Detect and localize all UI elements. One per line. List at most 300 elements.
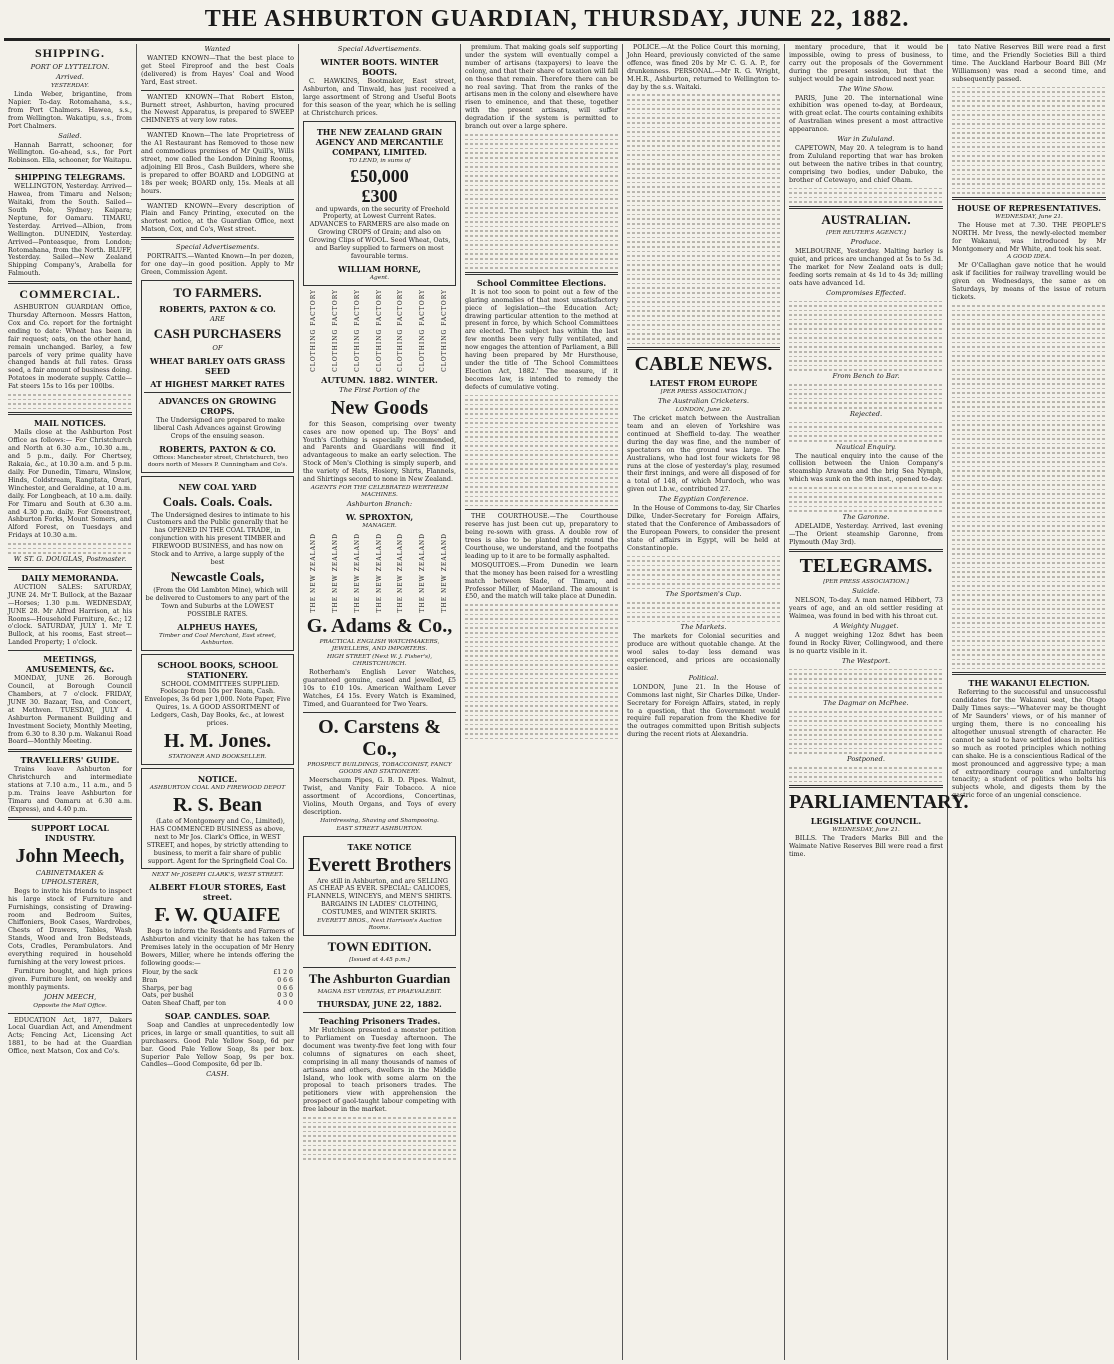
text-filler xyxy=(627,182,780,184)
text-filler xyxy=(627,241,780,243)
paper-nameplate: The Ashburton Guardian xyxy=(308,971,451,987)
mosquitoes-text: MOSQUITOES.—From Dunedin we learn that the money has been raised for a wrestling match between Slade, of Timaru, and Professor Miller, of Maoriland. The amount is £50, and the match will take place at Dunedin. xyxy=(465,560,618,601)
text-filler xyxy=(952,659,1106,661)
text-filler xyxy=(465,486,618,488)
item-name: Oaten Sheaf Chaff, per ton xyxy=(142,1000,226,1008)
school-elections-text: It is not too soon to point out a few of the glaring anomalies of that most unsatisfactory piece of legislation—the Education Act; drawing particular attention to the method at present in force, by which School Committees are elected. The subject has within the last few months been very fully ventilated, and now engages the attention of Parliament, a Bill having been prepared by Mr Hursthouse, under the title of 'The School Committees Election Act, 1882.' The measure, if it becomes law, is intended to remedy the defects of cumulative voting. xyxy=(465,287,618,391)
text-filler xyxy=(465,715,618,717)
text-filler xyxy=(789,687,943,689)
text-filler xyxy=(465,212,618,214)
clothing-factory-label: CLOTHING FACTORY xyxy=(397,288,405,372)
reuter-note: [PER REUTER'S AGENCY.] xyxy=(826,229,906,236)
text-filler xyxy=(627,612,780,614)
yesterday-label: YESTERDAY. xyxy=(50,83,89,89)
text-filler xyxy=(627,196,780,198)
text-filler xyxy=(952,151,1106,153)
text-filler xyxy=(627,574,780,576)
egypt-text: In the House of Commons to-day, Sir Charles Dilke, Under-Secretary for Foreign Affairs, stated that the Conference of Ambassadors of the European Powers, to consider the present state of affairs in Egypt, will be held at Constantinople. xyxy=(627,504,780,552)
text-filler xyxy=(627,99,780,101)
special-ads-heading: Special Advertisements. xyxy=(175,243,260,252)
text-filler xyxy=(952,613,1106,615)
text-filler xyxy=(952,521,1106,523)
sailed-text: Hannah Barratt, schooner, for Wellington. Go-ahead, s.s., for Port Robinson. Ella, schooner, for Waitapu. xyxy=(8,140,132,165)
text-filler xyxy=(789,310,943,312)
text-filler xyxy=(627,113,780,115)
text-filler xyxy=(627,232,780,234)
text-filler xyxy=(789,319,943,321)
text-filler xyxy=(952,576,1106,578)
text-filler xyxy=(789,422,943,424)
divider xyxy=(141,199,294,200)
text-filler xyxy=(789,360,943,362)
text-filler xyxy=(952,378,1106,380)
new-zealand-label: THE NEW ZEALAND xyxy=(441,532,449,613)
nugget-text: A nugget weighing 12oz 8dwt has been found in Rocky River, Collingwood, and there is no quartz visible in it. xyxy=(789,631,943,655)
house-text: The House met at 7.30. THE PEOPLE'S NORTH. Mr Ivess, the newly-elected member for Wakanui, was introduced by Mr Montgomery and Mr White, and took his seat. xyxy=(952,220,1106,253)
item-price: 0 6 6 xyxy=(277,984,293,992)
text-filler xyxy=(465,477,618,479)
text-filler xyxy=(465,235,618,237)
text-filler xyxy=(789,389,943,391)
soap-text: Soap and Candles at unprecedentedly low prices, in large or small quantities, to suit all purchasers. Good Pale Yellow Soap, 6d per bar. Good Pale Yellow Soap, 8s per box. Superior Pale Yellow Soap, 9s per box. Candles—Good Composite, 6d per lb. xyxy=(141,1020,294,1069)
text-filler xyxy=(952,484,1106,486)
text-filler xyxy=(952,461,1106,463)
school-books-heading: SCHOOL BOOKS, SCHOOL STATIONERY. xyxy=(157,659,278,680)
text-filler xyxy=(627,94,780,96)
council-continued-text: tato Native Reserves Bill were read a first time, and the Friendly Societies Bill a third time. The Auckland Harbour Board Bill (Mr Williamson) was read a second time, and subsequently passed. xyxy=(952,43,1106,83)
text-filler xyxy=(952,383,1106,385)
text-filler xyxy=(789,440,943,442)
adams-text: Rotherham's English Lever Watches, guaranteed genuine, cased and jewelled, £5 10s to £10 10s. American Waltham Lever Watches, £4 15s. Every Watch is Examined, Timed, and Guaranteed for Two Years. xyxy=(303,668,456,709)
text-filler xyxy=(303,1126,456,1128)
text-filler xyxy=(627,269,780,271)
text-filler xyxy=(789,369,943,371)
text-filler xyxy=(627,329,780,331)
text-filler xyxy=(465,454,618,456)
text-filler xyxy=(789,426,943,428)
issue-date: THURSDAY, JUNE 22, 1882. xyxy=(317,999,442,1010)
text-filler xyxy=(789,711,943,713)
everett-name: Everett Brothers xyxy=(307,853,452,876)
text-filler xyxy=(465,404,618,406)
text-filler xyxy=(789,342,943,344)
text-filler xyxy=(465,152,618,154)
text-filler xyxy=(952,539,1106,541)
port-heading: PORT OF LYTTELTON. xyxy=(30,63,110,71)
new-zealand-strip xyxy=(303,533,456,613)
text-filler xyxy=(952,333,1106,335)
coal-yard-heading: NEW COAL YARD xyxy=(178,481,257,492)
text-filler xyxy=(465,627,618,629)
price-row xyxy=(141,985,294,993)
text-filler xyxy=(952,105,1106,107)
text-filler xyxy=(627,278,780,280)
text-filler xyxy=(952,645,1106,647)
loan-amount-2: £300 xyxy=(361,185,398,206)
text-filler xyxy=(465,738,618,740)
daily-memoranda-heading: DAILY MEMORANDA. xyxy=(21,572,119,583)
divider xyxy=(141,237,294,240)
are-label: ARE xyxy=(210,314,225,323)
text-filler xyxy=(789,197,943,199)
cricket-text: The cricket match between the Australian team and an eleven of Yorkshire was continued at Sheffield to-day. The weather during the day was fine, and the number of spectators on the ground was large. The Australians, who had lost four wickets for 98 runs at the close of yesterday's play, resumed their first innings, and were all disposed of for a total of 148, of which Murdoch, who was given out l.b.w., contributed 27. xyxy=(627,414,780,494)
text-filler xyxy=(952,654,1106,656)
text-filler xyxy=(8,399,132,401)
text-filler xyxy=(952,360,1106,362)
text-filler xyxy=(952,123,1106,125)
text-filler xyxy=(627,588,780,590)
cricket-dateline: LONDON, June 20. xyxy=(675,407,732,414)
divider xyxy=(465,509,618,510)
text-filler xyxy=(465,609,618,611)
text-filler xyxy=(952,434,1106,436)
text-filler xyxy=(627,283,780,285)
text-filler xyxy=(8,394,132,396)
text-filler xyxy=(627,145,780,147)
special-ads-heading: Special Advertisements. xyxy=(337,45,422,53)
teaching-prisoners-heading: Teaching Prisoners Trades. xyxy=(318,1016,441,1027)
text-filler xyxy=(952,475,1106,477)
text-filler xyxy=(465,267,618,269)
text-filler xyxy=(952,160,1106,162)
clothing-factory-label: CLOTHING FACTORY xyxy=(375,288,383,372)
text-filler xyxy=(465,185,618,187)
compromises-heading: Compromises Effected. xyxy=(825,288,907,297)
column-5 xyxy=(623,44,785,1360)
text-filler xyxy=(627,310,780,312)
text-filler xyxy=(952,571,1106,573)
carstens-note: Hairdressing, Shaving and Shampooing. xyxy=(320,817,439,824)
masthead xyxy=(0,0,1114,38)
text-filler xyxy=(627,274,780,276)
text-filler xyxy=(465,230,618,232)
text-filler xyxy=(789,743,943,745)
text-filler xyxy=(465,641,618,643)
text-filler xyxy=(627,191,780,193)
soap-heading: SOAP. CANDLES. SOAP. xyxy=(164,1010,271,1021)
text-filler xyxy=(789,384,943,386)
coal-text: The Undersigned desires to intimate to his Customers and the Public generally that he has OPENED IN THE COAL TRADE, in conjunction with his present TIMBER and FIREWOOD BUSINESS, and has now on Stock and to Arrive, a large supply of the best xyxy=(146,510,290,566)
house-heading: HOUSE OF REPRESENTATIVES. xyxy=(957,202,1101,213)
loan-amount-1: £50,000 xyxy=(350,165,409,186)
divider xyxy=(465,272,618,275)
divider xyxy=(627,347,780,350)
roberts-paxton-ad xyxy=(141,280,294,473)
clothing-factory-strip xyxy=(303,289,456,372)
meech-note: Furniture bought, and high prices given. Furniture lent, on weekly and monthly payments. xyxy=(8,966,132,991)
cash-label: CASH. xyxy=(206,1070,229,1079)
winter-boots-heading: WINTER BOOTS. WINTER BOOTS. xyxy=(320,57,439,77)
wanted-ad-chimney: WANTED KNOWN—That Robert Elston, Burnett street, Ashburton, having procured the Newest Apparatus, is prepared to SWEEP CHIMNEYS at very low rates. xyxy=(141,92,294,125)
newcastle-coals: Newcastle Coals, xyxy=(170,568,265,584)
text-filler xyxy=(952,548,1106,550)
item-price: 0 6 6 xyxy=(277,976,293,984)
text-filler xyxy=(789,716,943,718)
text-filler xyxy=(952,535,1106,537)
text-filler xyxy=(627,287,780,289)
nautical-enquiry-heading: Nautical Enquiry. xyxy=(835,442,897,451)
text-filler xyxy=(952,369,1106,371)
text-filler xyxy=(789,510,943,512)
text-filler xyxy=(627,117,780,119)
shipping-telegrams-text: WELLINGTON, Yesterday. Arrived—Hawea, from Timaru and Nelson; Waitaki, from the South. Sailed—South Pole, Sydney; Kaipara; Neptune, for Oamaru. TIMARU, Yesterday. Arrived—Albion, from Wellington. DUNEDIN, Yesterday. Arrived—Ponteasque, from London; Rotomahana, from the North. BLUFF, Yesterday. Sailed—New Zealand Shipping Company's, Arabella for Falmouth. xyxy=(8,182,132,278)
text-filler xyxy=(952,110,1106,112)
telegrams-note: [PER PRESS ASSOCIATION.] xyxy=(823,579,909,586)
text-filler xyxy=(465,134,618,136)
carstens-trade: PROSPECT BUILDINGS, TOBACCONIST, FANCY GOODS AND STATIONERY. xyxy=(307,762,452,775)
clothing-factory-label: CLOTHING FACTORY xyxy=(441,288,449,372)
text-filler xyxy=(465,450,618,452)
column-3 xyxy=(299,44,461,1360)
text-filler xyxy=(465,157,618,159)
text-filler xyxy=(952,397,1106,399)
text-filler xyxy=(952,498,1106,500)
clothing-factory-label: CLOTHING FACTORY xyxy=(331,288,339,372)
nugget-heading: A Weighty Nugget. xyxy=(833,622,899,631)
divider xyxy=(789,785,943,788)
text-filler xyxy=(627,205,780,207)
shipping-telegrams-heading: SHIPPING TELEGRAMS. xyxy=(14,172,126,183)
text-filler xyxy=(952,188,1106,190)
text-filler xyxy=(952,174,1106,176)
text-filler xyxy=(952,406,1106,408)
divider xyxy=(303,1012,456,1013)
text-filler xyxy=(789,431,943,433)
bean-ad xyxy=(141,768,294,869)
text-filler xyxy=(789,729,943,731)
carstens-name: O. Carstens & Co., xyxy=(318,716,441,760)
text-filler xyxy=(952,119,1106,121)
farmers-heading: TO FARMERS. xyxy=(173,284,262,300)
text-filler xyxy=(465,226,618,228)
depot-name: ASHBURTON COAL AND FIREWOOD DEPOT xyxy=(149,784,286,791)
coal-yard-ad xyxy=(141,476,294,651)
text-filler xyxy=(952,553,1106,555)
meech-trade: CABINETMAKER & UPHOLSTERER, xyxy=(35,868,105,886)
text-filler xyxy=(789,402,943,404)
text-filler xyxy=(627,246,780,248)
meetings-heading: MEETINGS, AMUSEMENTS, &c. xyxy=(25,654,115,675)
text-filler xyxy=(952,128,1106,130)
price-row xyxy=(141,969,294,977)
text-filler xyxy=(465,692,618,694)
text-filler xyxy=(789,725,943,727)
text-filler xyxy=(627,214,780,216)
text-filler xyxy=(627,136,780,138)
text-filler xyxy=(465,171,618,173)
text-filler xyxy=(465,418,618,420)
columns xyxy=(4,44,1110,1360)
text-filler xyxy=(465,263,618,265)
text-filler xyxy=(303,1158,456,1160)
text-filler xyxy=(789,683,943,685)
text-filler xyxy=(627,579,780,581)
text-filler xyxy=(952,96,1106,98)
text-filler xyxy=(465,473,618,475)
text-filler xyxy=(789,496,943,498)
wanted-ad-restaurant: WANTED Known—The late Proprietress of the A1 Restaurant has Removed to those new and commodious premises of Mr Quill's, Wills street, now called the London Dining Rooms, adjoining Ell Bros., Cash Builders, where she is prepared to offer BOARD and LODGING at 18s per week; BOARD only, 15s. Meals at all hours. xyxy=(141,131,294,195)
text-filler xyxy=(952,608,1106,610)
text-filler xyxy=(789,393,943,395)
egypt-heading: The Egyptian Conference. xyxy=(658,495,749,504)
text-filler xyxy=(627,556,780,558)
text-filler xyxy=(952,165,1106,167)
text-filler xyxy=(952,604,1106,606)
text-filler xyxy=(952,155,1106,157)
branch-label: Ashburton Branch: xyxy=(346,499,413,508)
grain-agency-ad xyxy=(303,121,456,286)
text-filler xyxy=(627,228,780,230)
text-filler xyxy=(952,525,1106,527)
jones-trade: STATIONER AND BOOKSELLER. xyxy=(168,753,267,760)
text-filler xyxy=(627,320,780,322)
text-filler xyxy=(952,512,1106,514)
text-filler xyxy=(465,505,618,507)
town-edition: TOWN EDITION. xyxy=(327,939,432,955)
take-notice: TAKE NOTICE xyxy=(347,841,412,852)
text-filler xyxy=(952,374,1106,376)
text-filler xyxy=(789,492,943,494)
divider xyxy=(8,749,132,752)
text-filler xyxy=(465,445,618,447)
school-elections-heading: School Committee Elections. xyxy=(476,277,607,288)
text-filler xyxy=(465,500,618,502)
text-filler xyxy=(465,655,618,657)
column-4 xyxy=(461,44,623,1360)
house-date: WEDNESDAY, June 21. xyxy=(995,213,1063,220)
suicide-heading: Suicide. xyxy=(852,587,880,596)
text-filler xyxy=(627,264,780,266)
text-filler xyxy=(952,146,1106,148)
text-filler xyxy=(952,489,1106,491)
divider xyxy=(789,549,943,552)
text-filler xyxy=(465,441,618,443)
text-filler xyxy=(465,463,618,465)
hawkins-text: C. HAWKINS, Bootmaker, East street, Ashburton, and Tinwald, has just received a large assortment of Strong and Useful Boots for this season of the year, which he is selling at Christchurch prices. xyxy=(303,77,456,117)
text-filler xyxy=(8,552,132,554)
text-filler xyxy=(627,168,780,170)
political-text: LONDON, June 21. In the House of Commons last night, Sir Charles Dilke, Under-Secretary for Foreign Affairs, stated, in reply to a question, that the Government would require full reparation from the Khedive for the outrages committed upon British subjects during the recent riots at Alexandria. xyxy=(627,682,780,739)
column-6 xyxy=(785,43,969,1360)
text-filler xyxy=(303,1145,456,1147)
text-filler xyxy=(952,594,1106,596)
text-filler xyxy=(952,314,1106,316)
divider xyxy=(8,281,132,284)
text-filler xyxy=(465,198,618,200)
text-filler xyxy=(465,258,618,260)
zululand-heading: War in Zululand. xyxy=(837,135,895,144)
text-filler xyxy=(627,177,780,179)
text-filler xyxy=(952,351,1106,353)
sportsmen-cup-heading: The Sportsmen's Cup. xyxy=(665,590,742,599)
shipping-heading: SHIPPING. xyxy=(34,46,105,60)
text-filler xyxy=(952,585,1106,587)
masthead-rule xyxy=(4,38,1110,41)
text-filler xyxy=(952,114,1106,116)
text-filler xyxy=(952,137,1106,139)
text-filler xyxy=(465,696,618,698)
text-filler xyxy=(952,178,1106,180)
text-filler xyxy=(465,491,618,493)
courthouse-text: THE COURTHOUSE.—The Courthouse reserve has just been cut up, preparatory to being re-sown with grass. A double row of trees is also to be planted right round the Courthouse, we understand, and the footpaths leading up to it are to be formally asphalted. xyxy=(465,512,618,560)
wine-show-text: PARIS, June 20. The international wine exhibition was opened to-day, at Bordeaux, with great eclat. The courts containing exhibits of Australian wines present a most attractive appearance. xyxy=(789,93,943,134)
mail-notices-text: Mails close at the Ashburton Post Office as follows:— For Christchurch and North at 6.30 a.m., 10.30 a.m., and 5 p.m., daily. For Chertsey, Rakaia, &c., at 10.30 a.m. and 5 p.m. daily. For Dunedin, Timaru, Winslow, Hinds, Coldstream, Rangitata, Orari, Winchester, and Geraldine, at 10 a.m. daily. For Longbeach, at 10 a.m. daily. For Timaru and South at 6.30 a.m. and 4.30 p.m. daily. For Greenstreet, Ashburton Forks, Mount Somers, and Alford Forest, on Tuesdays and Fridays at 10.30 a.m. xyxy=(8,428,132,540)
text-filler xyxy=(465,650,618,652)
text-filler xyxy=(465,632,618,634)
text-filler xyxy=(465,180,618,182)
travellers-text: Trains leave Ashburton for Christchurch and intermediate stations at 7.10 a.m., 11 a.m., and 5 p.m. Trains leave Ashburton for Timaru and Oamaru at 6.30 a.m. (Express), and 4.40 p.m. xyxy=(8,765,132,813)
grain-list: WHEAT BARLEY OATS GRASS SEED xyxy=(149,355,286,376)
nautical-text: The nautical enquiry into the cause of the collision between the Union Company's steamship Arawata and the brig Sea Nymph, which was sunk on the 9th inst., opened to-day. xyxy=(789,451,943,484)
text-filler xyxy=(465,207,618,209)
text-filler xyxy=(952,668,1106,670)
text-filler xyxy=(465,240,618,242)
text-filler xyxy=(952,392,1106,394)
text-filler xyxy=(465,604,618,606)
text-filler xyxy=(952,493,1106,495)
produce-text: MELBOURNE, Yesterday. Malting barley is quiet, and prices are unchanged at 5s to 5s 3d. The market for New Zealand oats is dull; feeding sorts remain at 4s 1d to 4s 3d; milling oats have advanced 1d. xyxy=(789,246,943,287)
text-filler xyxy=(627,602,780,604)
grain-agency-name: THE NEW ZEALAND GRAIN AGENCY AND MERCANTILE COMPANY, LIMITED. xyxy=(315,126,444,157)
text-filler xyxy=(627,301,780,303)
text-filler xyxy=(952,447,1106,449)
text-filler xyxy=(789,314,943,316)
wanted-ad-coal: WANTED KNOWN—That the best place to get Steel Fireproof and the best Coals (delivered) is from Hayes' Coal and Wood Yard, East street. xyxy=(141,54,294,86)
text-filler xyxy=(789,305,943,307)
item-name: Bran xyxy=(142,976,158,984)
text-filler xyxy=(465,459,618,461)
cable-news-heading: CABLE NEWS. xyxy=(634,353,773,376)
text-filler xyxy=(952,401,1106,403)
text-filler xyxy=(952,87,1106,89)
coals-banner: Coals. Coals. Coals. xyxy=(162,493,273,509)
editorial-text: premium. That making goals self supporting under the system will eventually compel a number of artisans (taxpayers) to leave the colony, and that their share of taxation will fall on those that remain. Therefore there can be no real saving. That from the ranks of the artisans men in the colony and elsewhere have risen to eminence, and that these, together with the present artisans, will suffer degradation if the system is permitted to branch out over a large sphere. xyxy=(465,43,618,131)
political-heading: Political. xyxy=(688,673,719,682)
meech-name: John Meech, xyxy=(15,844,125,867)
text-filler xyxy=(952,502,1106,504)
agents-line: AGENTS FOR THE CELEBRATED WERTHEIM MACHINES. xyxy=(310,484,449,498)
sproxton-name: W. SPROXTON, xyxy=(345,511,414,522)
divider xyxy=(8,567,132,570)
quaife-text: Begs to inform the Residents and Farmers of Ashburton and vicinity that he has taken the Premises lately in the occupation of Mr Henry Bowers, Miller, where he intends offering the following goods:— xyxy=(141,927,294,968)
paper-motto: MAGNA EST VERITAS, ET PRAEVALEBIT. xyxy=(317,989,442,996)
good-idea-text: Mr O'Callaghan gave notice that he would ask if facilities for railway travelling would be given on Wednesdays, the same as on Saturdays, by means of the issue of return tickets. xyxy=(952,261,1106,302)
legislative-text: BILLS. The Traders Marks Bill and the Waimate Native Reserves Bill were read a first time. xyxy=(789,834,943,859)
markets-heading: The Markets. xyxy=(680,623,727,632)
text-filler xyxy=(627,218,780,220)
text-filler xyxy=(789,748,943,750)
text-filler xyxy=(627,616,780,618)
text-filler xyxy=(627,260,780,262)
text-filler xyxy=(465,482,618,484)
text-filler xyxy=(789,407,943,409)
text-filler xyxy=(465,189,618,191)
divider xyxy=(789,206,943,209)
text-filler xyxy=(789,356,943,358)
text-filler xyxy=(465,221,618,223)
text-filler xyxy=(952,617,1106,619)
text-filler xyxy=(465,399,618,401)
text-filler xyxy=(627,315,780,317)
text-filler xyxy=(627,251,780,253)
text-filler xyxy=(465,496,618,498)
text-filler xyxy=(789,696,943,698)
text-filler xyxy=(789,201,943,203)
text-filler xyxy=(465,687,618,689)
text-filler xyxy=(952,480,1106,482)
issue-time: [Issued at 4.45 p.m.] xyxy=(349,957,410,964)
divider xyxy=(8,650,132,651)
